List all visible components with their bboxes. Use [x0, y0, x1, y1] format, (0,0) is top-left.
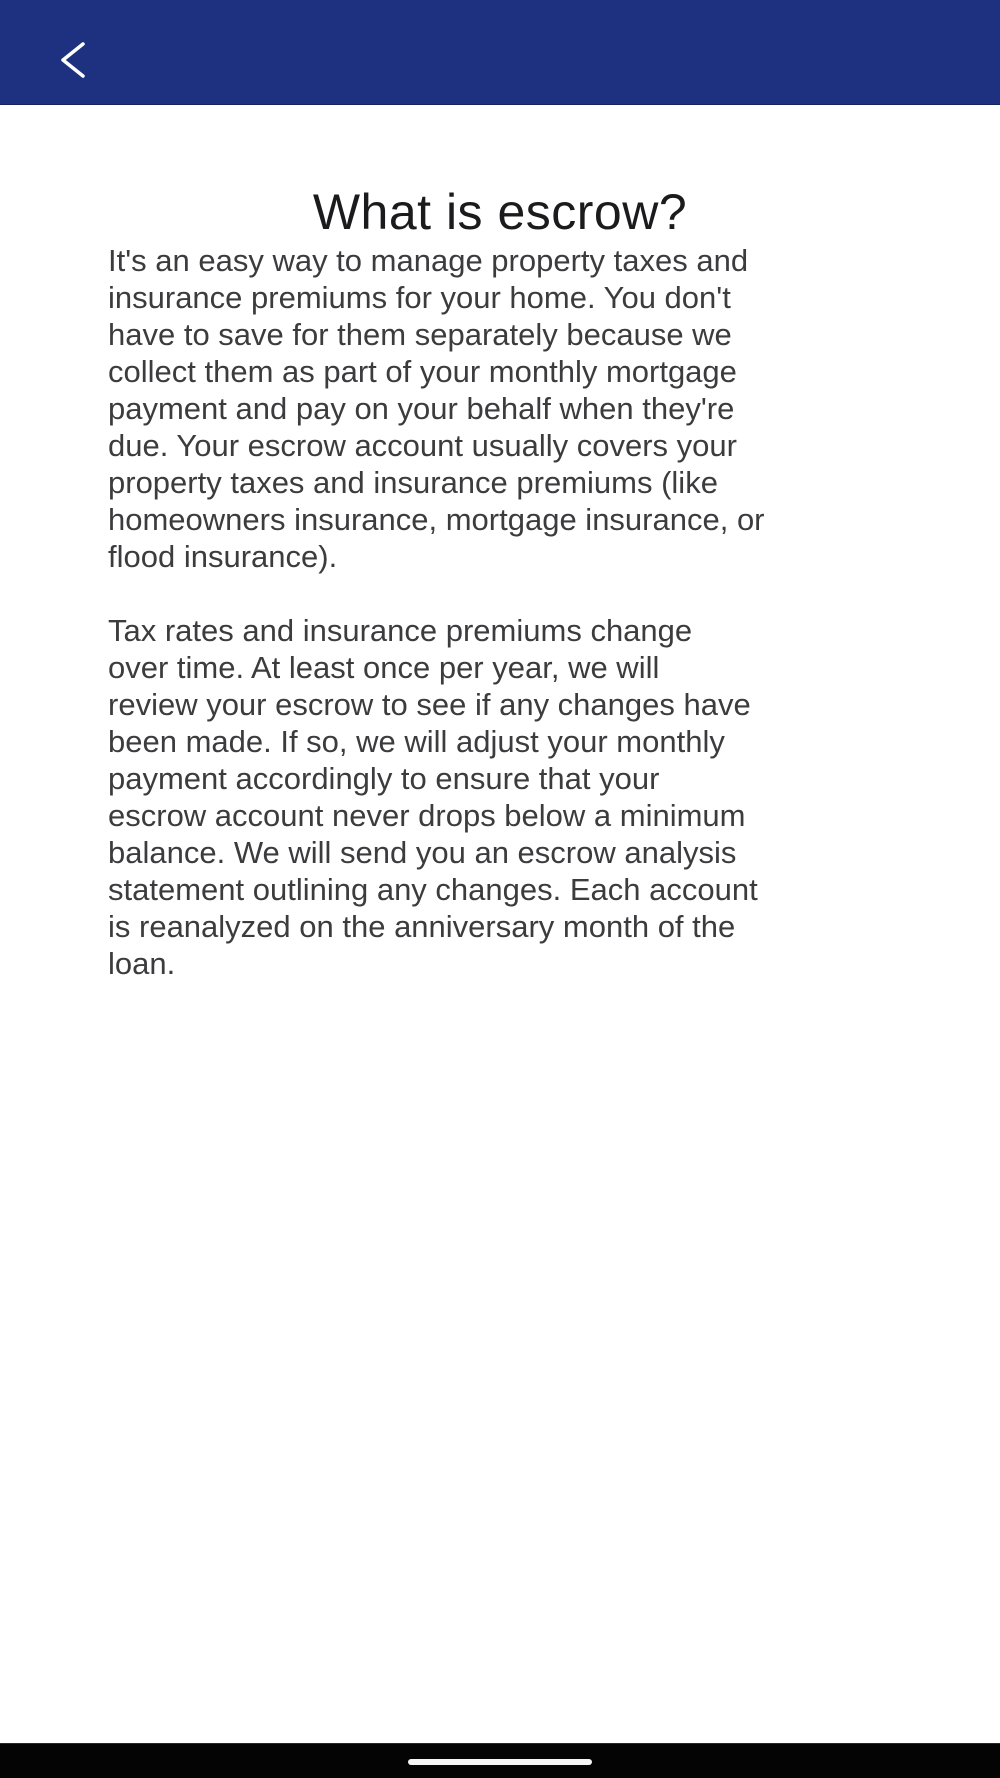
text-line: due. Your escrow account usually covers your	[108, 428, 737, 463]
text-line: over time. At least once per year, we will	[108, 650, 660, 685]
text-line: have to save for them separately because we	[108, 317, 732, 352]
text-line: payment and pay on your behalf when they're	[108, 391, 735, 426]
text-line: insurance premiums for your home. You don't	[108, 280, 731, 315]
text-line: escrow account never drops below a minimum	[108, 798, 746, 833]
text-line: statement outlining any changes. Each account	[108, 872, 758, 907]
chevron-left-icon	[44, 26, 100, 82]
body-text	[108, 242, 828, 1019]
text-line: homeowners insurance, mortgage insurance, or	[108, 502, 765, 537]
text-line: review your escrow to see if any changes have	[108, 687, 751, 722]
app-bar	[0, 0, 1000, 105]
back-button[interactable]	[44, 26, 100, 82]
home-indicator-bar[interactable]	[408, 1759, 592, 1765]
text-line: is reanalyzed on the anniversary month of the	[108, 909, 736, 944]
text-line: It's an easy way to manage property taxes and	[108, 243, 749, 278]
text-line: balance. We will send you an escrow analysis	[108, 835, 737, 870]
page-title: What is escrow?	[312, 183, 688, 240]
paragraph	[108, 242, 828, 575]
paragraph	[108, 612, 828, 982]
text-line: been made. If so, we will adjust your monthly	[108, 724, 725, 759]
text-line: flood insurance).	[108, 539, 338, 574]
text-line: collect them as part of your monthly mortgage	[108, 354, 737, 389]
text-line: Tax rates and insurance premiums change	[108, 613, 693, 648]
system-nav-bar	[0, 1743, 1000, 1778]
text-line: payment accordingly to ensure that your	[108, 761, 660, 796]
text-line: property taxes and insurance premiums (like	[108, 465, 718, 500]
text-line: loan.	[108, 946, 176, 981]
